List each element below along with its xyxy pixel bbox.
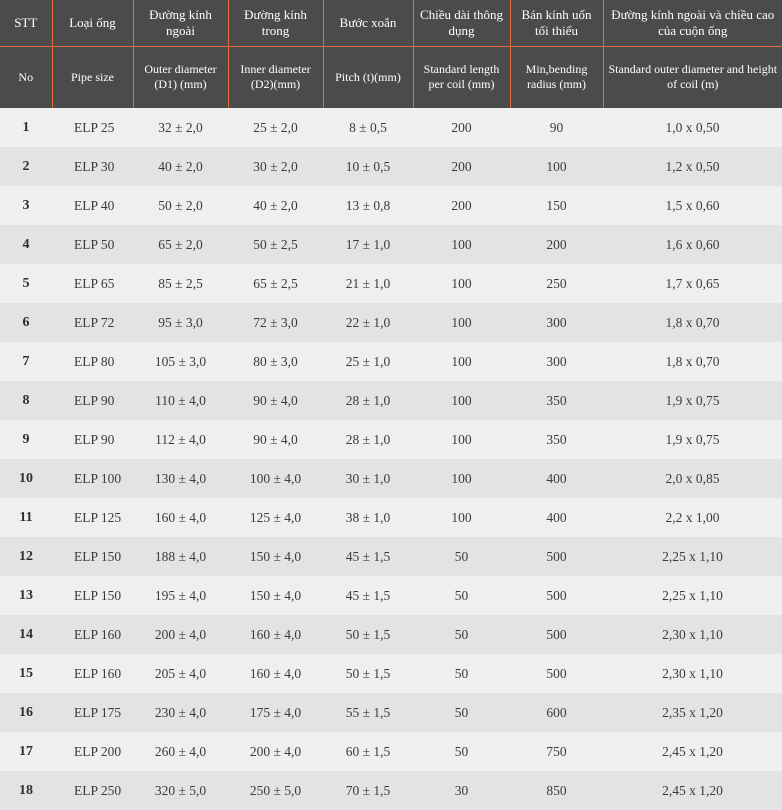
table-cell: ELP 40 — [52, 186, 133, 225]
table-cell: 300 — [510, 303, 603, 342]
table-row — [0, 771, 782, 810]
table-cell: 200 — [413, 147, 510, 186]
table-cell: ELP 160 — [52, 654, 133, 693]
table-cell: 2,25 x 1,10 — [603, 576, 782, 615]
table-cell: 90 — [510, 108, 603, 147]
table-cell: 17 ± 1,0 — [323, 225, 413, 264]
table-cell: 600 — [510, 693, 603, 732]
table-row — [0, 615, 782, 654]
table-cell: 95 ± 3,0 — [133, 303, 228, 342]
table-cell: 50 — [413, 693, 510, 732]
table-cell: 500 — [510, 576, 603, 615]
table-cell: 90 ± 4,0 — [228, 381, 323, 420]
table-cell: 110 ± 4,0 — [133, 381, 228, 420]
table-cell: 12 — [0, 537, 52, 576]
table-cell: 4 — [0, 225, 52, 264]
table-cell: 85 ± 2,5 — [133, 264, 228, 303]
table-cell: 100 — [413, 342, 510, 381]
table-cell: 1 — [0, 108, 52, 147]
table-cell: 160 ± 4,0 — [228, 615, 323, 654]
table-cell: 38 ± 1,0 — [323, 498, 413, 537]
table-cell: 112 ± 4,0 — [133, 420, 228, 459]
table-cell: 500 — [510, 654, 603, 693]
table-cell: ELP 30 — [52, 147, 133, 186]
table-cell: 2 — [0, 147, 52, 186]
table-cell: 100 — [413, 381, 510, 420]
table-cell: 18 — [0, 771, 52, 810]
table-cell: ELP 150 — [52, 576, 133, 615]
table-cell: 50 — [413, 576, 510, 615]
header-vi-inner-diameter: Đường kính trong — [228, 0, 323, 46]
table-cell: 8 ± 0,5 — [323, 108, 413, 147]
table-cell: ELP 72 — [52, 303, 133, 342]
table-cell: 50 ± 1,5 — [323, 654, 413, 693]
table-cell: 2,45 x 1,20 — [603, 732, 782, 771]
table-cell: 195 ± 4,0 — [133, 576, 228, 615]
table-cell: 50 ± 2,5 — [228, 225, 323, 264]
table-cell: 2,2 x 1,00 — [603, 498, 782, 537]
table-cell: 30 ± 2,0 — [228, 147, 323, 186]
table-cell: ELP 65 — [52, 264, 133, 303]
table-row — [0, 654, 782, 693]
table-cell: 200 — [413, 108, 510, 147]
table-cell: 40 ± 2,0 — [133, 147, 228, 186]
header-en-outer-diameter: Outer diameter (D1) (mm) — [133, 46, 228, 108]
table-cell: 250 ± 5,0 — [228, 771, 323, 810]
table-cell: 21 ± 1,0 — [323, 264, 413, 303]
table-cell: ELP 200 — [52, 732, 133, 771]
table-row — [0, 459, 782, 498]
table-row — [0, 108, 782, 147]
table-cell: 100 — [413, 264, 510, 303]
table-cell: 100 — [413, 303, 510, 342]
table-cell: 25 ± 2,0 — [228, 108, 323, 147]
table-row — [0, 186, 782, 225]
table-cell: 90 ± 4,0 — [228, 420, 323, 459]
table-cell: ELP 100 — [52, 459, 133, 498]
header-vi-outer-diameter: Đường kính ngoài — [133, 0, 228, 46]
header-row-english — [0, 46, 782, 108]
table-cell: 200 ± 4,0 — [133, 615, 228, 654]
table-cell: 50 — [413, 615, 510, 654]
header-en-min-bending-radius: Min,bending radius (mm) — [510, 46, 603, 108]
table-cell: 8 — [0, 381, 52, 420]
table-cell: 260 ± 4,0 — [133, 732, 228, 771]
table-cell: ELP 90 — [52, 420, 133, 459]
table-cell: 60 ± 1,5 — [323, 732, 413, 771]
table-cell: 50 — [413, 732, 510, 771]
table-cell: 100 — [413, 420, 510, 459]
table-cell: 850 — [510, 771, 603, 810]
table-cell: 28 ± 1,0 — [323, 420, 413, 459]
table-cell: 130 ± 4,0 — [133, 459, 228, 498]
header-en-inner-diameter: Inner diameter (D2)(mm) — [228, 46, 323, 108]
header-vi-standard-length: Chiều dài thông dụng — [413, 0, 510, 46]
table-cell: 1,8 x 0,70 — [603, 342, 782, 381]
table-cell: 1,5 x 0,60 — [603, 186, 782, 225]
header-vi-pitch: Bước xoắn — [323, 0, 413, 46]
table-cell: ELP 50 — [52, 225, 133, 264]
table-cell: 13 — [0, 576, 52, 615]
table-cell: 1,8 x 0,70 — [603, 303, 782, 342]
table-cell: 350 — [510, 420, 603, 459]
table-cell: 1,0 x 0,50 — [603, 108, 782, 147]
table-cell: 50 ± 2,0 — [133, 186, 228, 225]
table-cell: 100 ± 4,0 — [228, 459, 323, 498]
table-cell: 250 — [510, 264, 603, 303]
table-cell: ELP 90 — [52, 381, 133, 420]
table-cell: 45 ± 1,5 — [323, 537, 413, 576]
table-cell: 125 ± 4,0 — [228, 498, 323, 537]
table-cell: 30 ± 1,0 — [323, 459, 413, 498]
table-row — [0, 693, 782, 732]
table-cell: 5 — [0, 264, 52, 303]
table-cell: 160 ± 4,0 — [228, 654, 323, 693]
table-header — [0, 0, 782, 108]
table-row — [0, 420, 782, 459]
table-cell: 100 — [413, 498, 510, 537]
table-cell: 40 ± 2,0 — [228, 186, 323, 225]
table-cell: 200 ± 4,0 — [228, 732, 323, 771]
table-cell: 1,7 x 0,65 — [603, 264, 782, 303]
table-cell: 500 — [510, 537, 603, 576]
table-cell: 2,45 x 1,20 — [603, 771, 782, 810]
table-cell: ELP 25 — [52, 108, 133, 147]
table-row — [0, 147, 782, 186]
table-cell: ELP 175 — [52, 693, 133, 732]
table-cell: ELP 125 — [52, 498, 133, 537]
table-cell: 3 — [0, 186, 52, 225]
header-en-pitch: Pitch (t)(mm) — [323, 46, 413, 108]
table-cell: 400 — [510, 498, 603, 537]
table-cell: 175 ± 4,0 — [228, 693, 323, 732]
table-cell: 25 ± 1,0 — [323, 342, 413, 381]
table-cell: 9 — [0, 420, 52, 459]
table-cell: 50 — [413, 537, 510, 576]
header-en-coil-dimensions: Standard outer diameter and height of coil (m) — [603, 46, 782, 108]
table-cell: 11 — [0, 498, 52, 537]
table-cell: 70 ± 1,5 — [323, 771, 413, 810]
table-cell: 65 ± 2,5 — [228, 264, 323, 303]
header-vi-min-bending-radius: Bán kính uốn tối thiểu — [510, 0, 603, 46]
table-row — [0, 264, 782, 303]
table-cell: 350 — [510, 381, 603, 420]
table-row — [0, 381, 782, 420]
table-cell: 1,2 x 0,50 — [603, 147, 782, 186]
table-cell: 30 — [413, 771, 510, 810]
header-en-pipe-size: Pipe size — [52, 46, 133, 108]
table-cell: 200 — [413, 186, 510, 225]
table-cell: 16 — [0, 693, 52, 732]
table-cell: 7 — [0, 342, 52, 381]
table-cell: 188 ± 4,0 — [133, 537, 228, 576]
table-cell: ELP 150 — [52, 537, 133, 576]
table-row — [0, 537, 782, 576]
table-cell: 10 ± 0,5 — [323, 147, 413, 186]
table-cell: 1,9 x 0,75 — [603, 420, 782, 459]
table-cell: 750 — [510, 732, 603, 771]
table-cell: 65 ± 2,0 — [133, 225, 228, 264]
table-cell: 10 — [0, 459, 52, 498]
table-cell: 6 — [0, 303, 52, 342]
table-cell: 500 — [510, 615, 603, 654]
table-cell: 50 ± 1,5 — [323, 615, 413, 654]
table-cell: ELP 250 — [52, 771, 133, 810]
header-vi-no: STT — [0, 0, 52, 46]
table-cell: 2,0 x 0,85 — [603, 459, 782, 498]
table-row — [0, 576, 782, 615]
table-cell: 2,25 x 1,10 — [603, 537, 782, 576]
table-cell: 22 ± 1,0 — [323, 303, 413, 342]
table-cell: 400 — [510, 459, 603, 498]
table-row — [0, 498, 782, 537]
header-vi-pipe-size: Loại ống — [52, 0, 133, 46]
table-row — [0, 732, 782, 771]
table-cell: 150 ± 4,0 — [228, 576, 323, 615]
table-cell: 1,6 x 0,60 — [603, 225, 782, 264]
table-cell: 150 ± 4,0 — [228, 537, 323, 576]
table-cell: 15 — [0, 654, 52, 693]
table-cell: 100 — [413, 459, 510, 498]
table-cell: 1,9 x 0,75 — [603, 381, 782, 420]
table-cell: 300 — [510, 342, 603, 381]
table-cell: 80 ± 3,0 — [228, 342, 323, 381]
table-cell: ELP 80 — [52, 342, 133, 381]
table-cell: 100 — [510, 147, 603, 186]
header-row-vietnamese — [0, 0, 782, 46]
table-cell: 100 — [413, 225, 510, 264]
table-cell: 160 ± 4,0 — [133, 498, 228, 537]
table-row — [0, 342, 782, 381]
table-row — [0, 225, 782, 264]
table-cell: 14 — [0, 615, 52, 654]
table-cell: 32 ± 2,0 — [133, 108, 228, 147]
table-cell: 2,35 x 1,20 — [603, 693, 782, 732]
table-cell: 2,30 x 1,10 — [603, 654, 782, 693]
table-cell: 200 — [510, 225, 603, 264]
table-cell: 2,30 x 1,10 — [603, 615, 782, 654]
table-cell: 50 — [413, 654, 510, 693]
table-cell: 230 ± 4,0 — [133, 693, 228, 732]
table-cell: 17 — [0, 732, 52, 771]
table-cell: 105 ± 3,0 — [133, 342, 228, 381]
table-body — [0, 108, 782, 810]
table-cell: 205 ± 4,0 — [133, 654, 228, 693]
table-row — [0, 303, 782, 342]
table-cell: 45 ± 1,5 — [323, 576, 413, 615]
table-cell: 72 ± 3,0 — [228, 303, 323, 342]
table-cell: ELP 160 — [52, 615, 133, 654]
table-cell: 28 ± 1,0 — [323, 381, 413, 420]
table-cell: 320 ± 5,0 — [133, 771, 228, 810]
header-en-no: No — [0, 46, 52, 108]
header-vi-coil-dimensions: Đường kính ngoài và chiều cao của cuộn ống — [603, 0, 782, 46]
table-cell: 13 ± 0,8 — [323, 186, 413, 225]
table-cell: 150 — [510, 186, 603, 225]
table-cell: 55 ± 1,5 — [323, 693, 413, 732]
header-en-standard-length: Standard length per coil (mm) — [413, 46, 510, 108]
